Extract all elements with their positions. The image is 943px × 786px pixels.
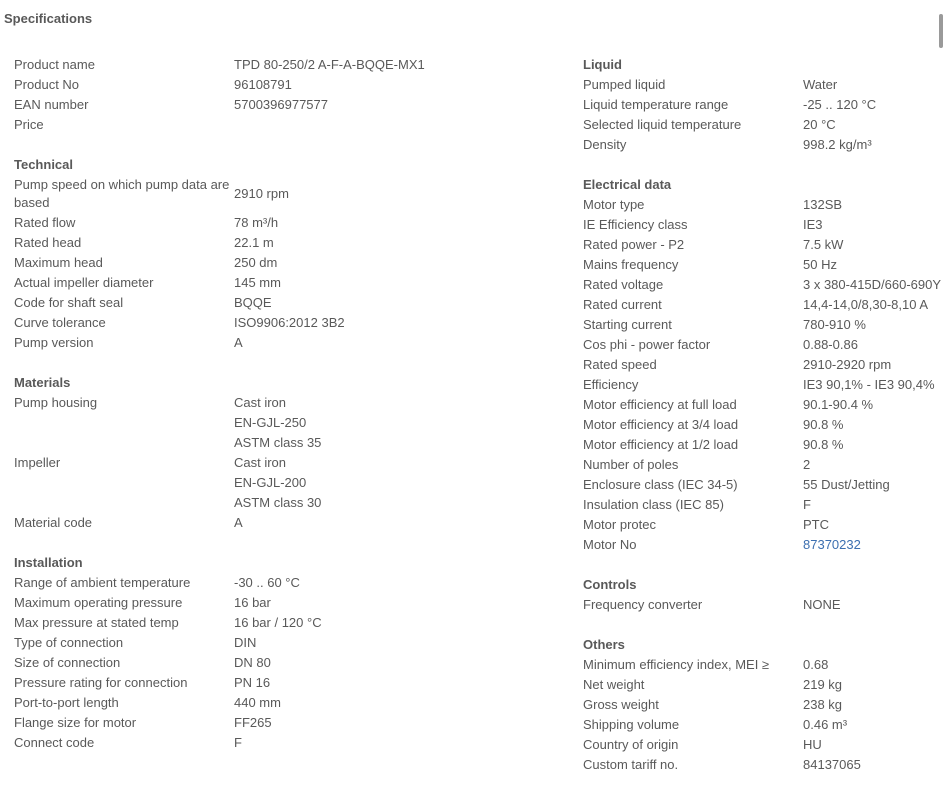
spec-value: ISO9906:2012 3B2 [234, 315, 345, 330]
section-title: Electrical data [583, 177, 672, 192]
spec-label: Product name [14, 57, 95, 72]
spec-value: F [234, 735, 242, 750]
spec-label [14, 433, 234, 453]
spec-label: Country of origin [583, 737, 679, 752]
spec-value: 78 m³/h [234, 215, 279, 230]
spec-row [583, 735, 939, 755]
spec-label: Maximum operating pressure [14, 595, 183, 610]
spec-row [583, 675, 939, 695]
spec-value: 145 mm [234, 275, 281, 290]
spec-value: NONE [803, 597, 841, 612]
spec-section-general [14, 55, 569, 135]
spec-row [14, 593, 569, 613]
spec-value: ASTM class 35 [234, 435, 322, 450]
spec-label: Pump speed on which pump data are based [14, 177, 230, 210]
section-title: Materials [14, 375, 71, 390]
spec-row [583, 355, 939, 375]
spec-value: 440 mm [234, 695, 281, 710]
spec-row [583, 755, 939, 775]
spec-label: Net weight [583, 677, 645, 692]
spec-label: Rated power - P2 [583, 237, 685, 252]
spec-label: Max pressure at stated temp [14, 615, 179, 630]
spec-section-others [583, 635, 939, 775]
spec-value: 20 °C [803, 117, 836, 132]
spec-label [14, 413, 234, 433]
spec-label: Port-to-port length [14, 695, 119, 710]
spec-label: Insulation class (IEC 85) [583, 497, 724, 512]
section-title: Others [583, 637, 625, 652]
spec-value: FF265 [234, 715, 272, 730]
spec-row [583, 95, 939, 115]
spec-row [583, 335, 939, 355]
spec-row [14, 175, 569, 213]
spec-row [14, 95, 569, 115]
spec-label: Flange size for motor [14, 715, 137, 730]
spec-row [583, 215, 939, 235]
spec-row [14, 713, 569, 733]
spec-value: 7.5 kW [803, 237, 844, 252]
spec-row [14, 233, 569, 253]
spec-row [14, 493, 569, 513]
spec-label: Connect code [14, 735, 95, 750]
spec-row [14, 613, 569, 633]
spec-row [583, 115, 939, 135]
spec-value: A [234, 335, 243, 350]
spec-row [14, 573, 569, 593]
spec-value: Water [803, 77, 838, 92]
spec-value: 90.1-90.4 % [803, 397, 874, 412]
spec-value: 780-910 % [803, 317, 866, 332]
spec-label: Impeller [14, 455, 61, 470]
spec-value: 238 kg [803, 697, 843, 712]
spec-row [583, 535, 939, 555]
spec-row [583, 315, 939, 335]
spec-row [14, 273, 569, 293]
spec-section-installation [14, 553, 569, 753]
spec-row [14, 293, 569, 313]
spec-section-electrical-data [583, 175, 942, 555]
section-title: Controls [583, 577, 637, 592]
scrollbar-thumb[interactable] [939, 14, 943, 48]
spec-value: HU [803, 737, 822, 752]
spec-value: 2910-2920 rpm [803, 357, 892, 372]
spec-label: Pumped liquid [583, 77, 666, 92]
spec-value: 0.88-0.86 [803, 337, 858, 352]
spec-label: Starting current [583, 317, 672, 332]
spec-section-materials [14, 373, 569, 533]
spec-row [583, 255, 939, 275]
spec-value: 14,4-14,0/8,30-8,10 A [803, 297, 929, 312]
spec-label: Motor protec [583, 517, 656, 532]
spec-label: Enclosure class (IEC 34-5) [583, 477, 738, 492]
spec-value-link[interactable]: 87370232 [803, 537, 861, 552]
spec-row [14, 393, 569, 413]
spec-label: Rated head [14, 235, 82, 250]
spec-row [583, 195, 939, 215]
spec-value: Cast iron [234, 395, 287, 410]
spec-row [583, 695, 939, 715]
spec-value: 132SB [803, 197, 843, 212]
spec-value: 2910 rpm [234, 186, 289, 201]
spec-row [14, 333, 569, 353]
spec-row [14, 253, 569, 273]
spec-row [14, 733, 569, 753]
spec-label: Rated speed [583, 357, 657, 372]
spec-row [583, 395, 939, 415]
spec-value: EN-GJL-250 [234, 415, 307, 430]
spec-value: 96108791 [234, 77, 292, 92]
spec-value: 90.8 % [803, 417, 844, 432]
spec-value: F [803, 497, 811, 512]
spec-label [14, 493, 234, 513]
spec-label: Product No [14, 77, 80, 92]
spec-row [583, 595, 939, 615]
spec-value: PN 16 [234, 675, 271, 690]
spec-section-technical [14, 155, 569, 353]
spec-value: IE3 90,1% - IE3 90,4% [803, 377, 935, 392]
spec-label: Rated voltage [583, 277, 664, 292]
spec-value: 55 Dust/Jetting [803, 477, 890, 492]
spec-value: 0.68 [803, 657, 829, 672]
spec-label: Custom tariff no. [583, 757, 679, 772]
spec-value: 219 kg [803, 677, 843, 692]
section-title: Liquid [583, 57, 622, 72]
spec-value: 84137065 [803, 757, 861, 772]
spec-value: IE3 [803, 217, 823, 232]
spec-label: Motor efficiency at full load [583, 397, 737, 412]
spec-label: Size of connection [14, 655, 121, 670]
spec-label: Motor efficiency at 1/2 load [583, 437, 739, 452]
spec-row [583, 715, 939, 735]
specs-left-column [14, 55, 569, 753]
spec-value: 3 x 380-415D/660-690Y [803, 277, 942, 292]
spec-label: Price [14, 117, 44, 132]
spec-label: Pressure rating for connection [14, 675, 188, 690]
spec-label: Selected liquid temperature [583, 117, 742, 132]
spec-row [14, 473, 569, 493]
spec-value: ASTM class 30 [234, 495, 322, 510]
spec-value: DIN [234, 635, 257, 650]
page-title: Specifications [4, 11, 93, 26]
spec-label: Shipping volume [583, 717, 680, 732]
spec-section-controls [583, 575, 939, 615]
spec-row [14, 453, 569, 473]
spec-row [14, 213, 569, 233]
spec-row [14, 75, 569, 95]
spec-label: Motor type [583, 197, 645, 212]
specs-right-column [583, 55, 942, 775]
spec-label: Material code [14, 515, 93, 530]
spec-label: Curve tolerance [14, 315, 106, 330]
spec-value: 250 dm [234, 255, 278, 270]
spec-label [14, 473, 234, 493]
spec-value: EN-GJL-200 [234, 475, 307, 490]
spec-label: Mains frequency [583, 257, 679, 272]
spec-value [234, 115, 569, 135]
spec-value: 5700396977577 [234, 97, 328, 112]
spec-section-liquid [583, 55, 939, 155]
spec-label: EAN number [14, 97, 89, 112]
spec-label: Rated flow [14, 215, 76, 230]
spec-value: 16 bar / 120 °C [234, 615, 322, 630]
spec-label: Code for shaft seal [14, 295, 124, 310]
spec-row [583, 235, 939, 255]
spec-value: -25 .. 120 °C [803, 97, 877, 112]
spec-value: 22.1 m [234, 235, 274, 250]
spec-label: IE Efficiency class [583, 217, 688, 232]
spec-label: Liquid temperature range [583, 97, 729, 112]
spec-row [14, 653, 569, 673]
spec-label: Type of connection [14, 635, 124, 650]
spec-row [583, 515, 939, 535]
spec-label: Rated current [583, 297, 662, 312]
spec-row [14, 433, 569, 453]
spec-value: 0.46 m³ [803, 717, 848, 732]
spec-row [14, 693, 569, 713]
spec-label: Actual impeller diameter [14, 275, 154, 290]
spec-value: A [234, 515, 243, 530]
spec-label: Cos phi - power factor [583, 337, 711, 352]
spec-row [14, 313, 569, 333]
spec-value: DN 80 [234, 655, 271, 670]
spec-label: Number of poles [583, 457, 679, 472]
spec-value: -30 .. 60 °C [234, 575, 300, 590]
spec-row [583, 495, 939, 515]
spec-value: 90.8 % [803, 437, 844, 452]
spec-row [583, 475, 939, 495]
spec-label: Motor efficiency at 3/4 load [583, 417, 739, 432]
spec-row [583, 375, 939, 395]
spec-value: 50 Hz [803, 257, 837, 272]
spec-row [583, 295, 939, 315]
spec-label: Pump version [14, 335, 94, 350]
spec-label: Minimum efficiency index, MEI ≥ [583, 657, 770, 672]
spec-value: 998.2 kg/m³ [803, 137, 872, 152]
spec-row [583, 415, 939, 435]
spec-label: Pump housing [14, 395, 98, 410]
spec-label: Maximum head [14, 255, 103, 270]
section-title: Installation [14, 555, 83, 570]
spec-value: Cast iron [234, 455, 287, 470]
spec-row [14, 673, 569, 693]
spec-value: 16 bar [234, 595, 271, 610]
spec-row [583, 275, 942, 295]
spec-row [14, 513, 569, 533]
spec-value: BQQE [234, 295, 272, 310]
spec-label: Efficiency [583, 377, 639, 392]
spec-label: Gross weight [583, 697, 659, 712]
spec-row [14, 633, 569, 653]
spec-row [583, 655, 939, 675]
spec-row [14, 55, 569, 75]
spec-row [583, 75, 939, 95]
spec-row [14, 413, 569, 433]
spec-row [583, 435, 939, 455]
spec-row [583, 455, 939, 475]
spec-label: Range of ambient temperature [14, 575, 191, 590]
spec-value: PTC [803, 517, 829, 532]
spec-label: Density [583, 137, 627, 152]
section-title: Technical [14, 157, 74, 172]
spec-label: Motor No [583, 537, 637, 552]
spec-row [583, 135, 939, 155]
spec-value: TPD 80-250/2 A-F-A-BQQE-MX1 [234, 57, 425, 72]
spec-value: 2 [803, 457, 811, 472]
spec-row [14, 115, 569, 135]
spec-label: Frequency converter [583, 597, 703, 612]
